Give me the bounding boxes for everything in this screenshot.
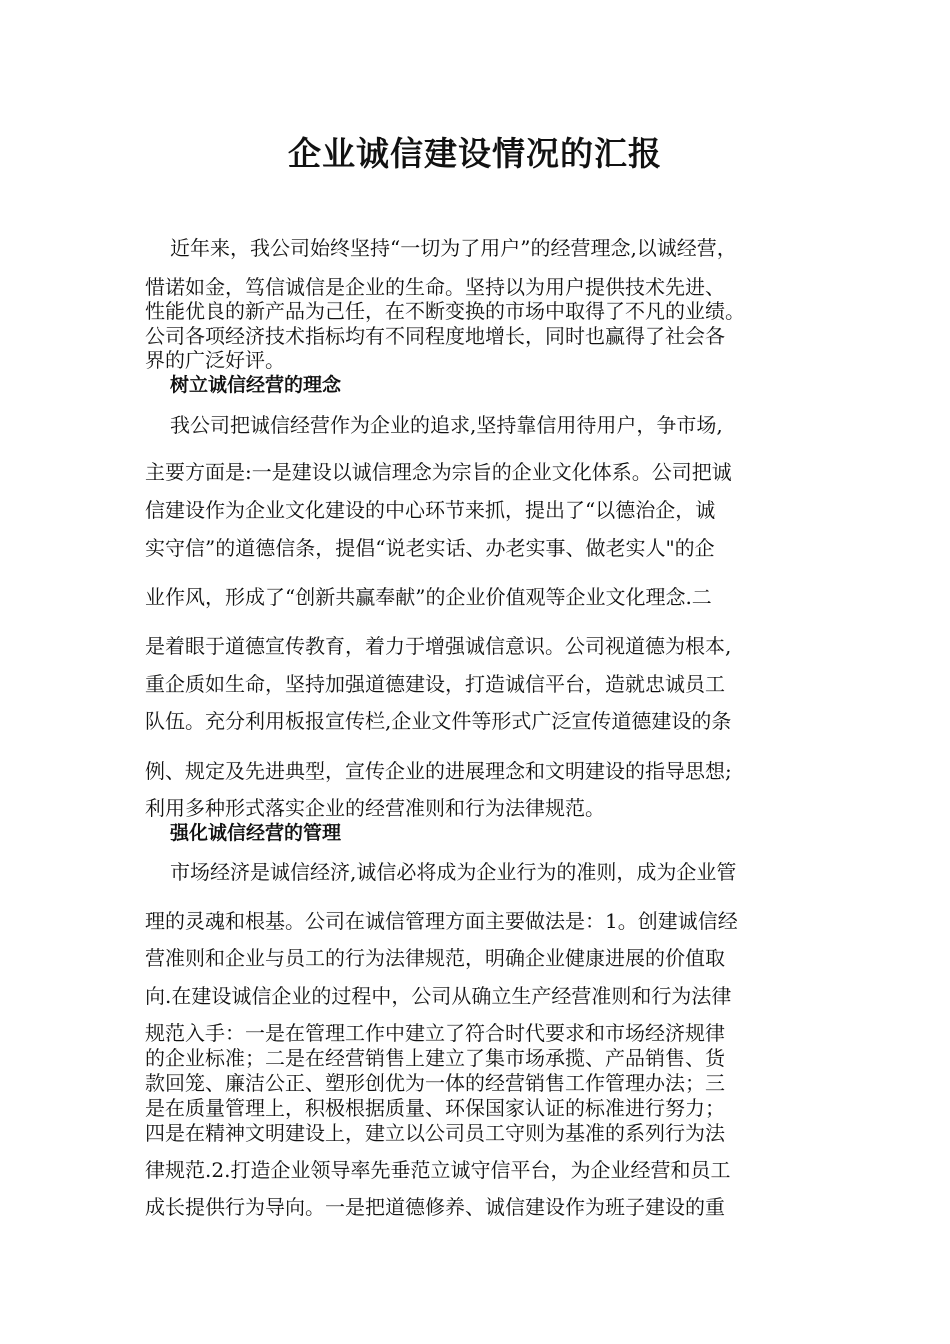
- intro-line-4: 公司各项经济技术指标均有不同程度地增长，同时也赢得了社会各: [145, 324, 725, 348]
- section-heading-1: 树立诚信经营的理念: [170, 374, 342, 396]
- section-heading-2: 强化诚信经营的管理: [170, 822, 342, 844]
- section2-line-11: 成长提供行为导向。一是把道德修养、诚信建设作为班子建设的重: [145, 1195, 725, 1219]
- section1-line-4: 实守信”的道德信条，提倡“说老实话、办老实事、做老实人"的企: [145, 536, 715, 560]
- section2-line-5: 规范入手：一是在管理工作中建立了符合时代要求和市场经济规律: [145, 1021, 725, 1045]
- intro-line-5: 界的广泛好评。: [145, 348, 285, 372]
- section1-line-7: 重企质如生命，坚持加强道德建设，打造诚信平台，造就忠诚员工: [145, 672, 725, 696]
- section1-line-5: 业作风，形成了“创新共赢奉献”的企业价值观等企业文化理念.二: [145, 585, 712, 609]
- intro-line-3: 性能优良的新产品为己任，在不断变换的市场中取得了不凡的业绩。: [145, 299, 745, 323]
- section1-line-2: 主要方面是:一是建设以诚信理念为宗旨的企业文化体系。公司把诚: [145, 460, 732, 484]
- section1-line-6: 是着眼于道德宣传教育，着力于增强诚信意识。公司视道德为根本,: [145, 634, 732, 658]
- page-title: 企业诚信建设情况的汇报: [288, 134, 662, 173]
- section2-line-4: 向.在建设诚信企业的过程中，公司从确立生产经营准则和行为法律: [145, 984, 732, 1008]
- section1-line-8: 队伍。充分利用板报宣传栏,企业文件等形式广泛宣传道德建设的条: [145, 709, 732, 733]
- intro-line-2: 惜诺如金，笃信诚信是企业的生命。坚持以为用户提供技术先进、: [145, 275, 725, 299]
- section2-line-10: 律规范.2.打造企业领导率先垂范立诚守信平台，为企业经营和员工: [145, 1158, 731, 1182]
- section1-line-9: 例、规定及先进典型，宣传企业的进展理念和文明建设的指导思想;: [145, 759, 732, 783]
- section2-line-8: 是在质量管理上，积极根据质量、环保国家认证的标准进行努力；: [145, 1096, 725, 1120]
- section2-line-6: 的企业标准；二是在经营销售上建立了集市场承揽、产品销售、货: [145, 1046, 725, 1070]
- section1-line-1: 我公司把诚信经营作为企业的追求,坚持靠信用待用户，争市场,: [170, 413, 723, 437]
- section2-line-3: 营准则和企业与员工的行为法律规范，明确企业健康进展的价值取: [145, 946, 725, 970]
- intro-line-1: 近年来，我公司始终坚持“一切为了用户”的经营理念,以诚经营，: [170, 236, 737, 260]
- section2-line-2: 理的灵魂和根基。公司在诚信管理方面主要做法是：1。创建诚信经: [145, 909, 738, 933]
- section1-line-3: 信建设作为企业文化建设的中心环节来抓，提出了“以德治企，诚: [145, 498, 716, 522]
- section1-line-10: 利用多种形式落实企业的经营准则和行为法律规范。: [145, 796, 605, 820]
- section2-line-9: 四是在精神文明建设上，建立以公司员工守则为基准的系列行为法: [145, 1121, 725, 1145]
- section2-line-1: 市场经济是诚信经济,诚信必将成为企业行为的准则，成为企业管: [170, 860, 737, 884]
- section2-line-7: 款回笼、廉洁公正、塑形创优为一体的经营销售工作管理办法；三: [145, 1071, 725, 1095]
